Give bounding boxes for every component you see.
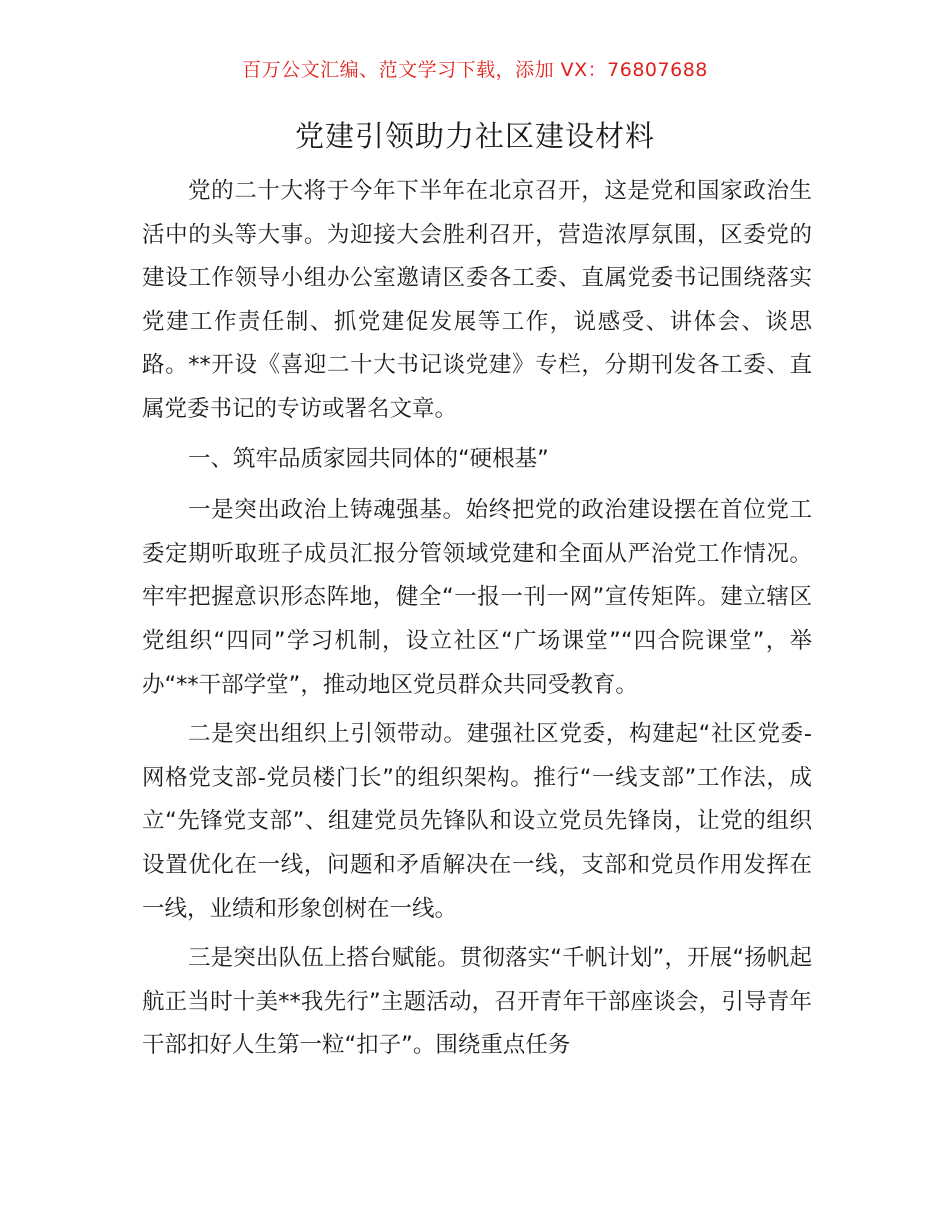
paragraph-team: 三是突出队伍上搭台赋能。贯彻落实“千帆计划”，开展“扬帆起航正当时十美**我先行”主题活动，召开青年干部座谈会，引导青年干部扣好人生第一粒“扣子”。围绕重点任务: [142, 945, 812, 1059]
paragraph-political: 一是突出政治上铸魂强基。始终把党的政治建设摆在首位党工委定期听取班子成员汇报分管领域党建和全面从严治党工作情况。牢牢把握意识形态阵地，健全“一报一刊一网”宣传矩阵。建立辖区党组织“四同”学习机制，设立社区“广场课堂”“四合院课堂”，举办“**干部学堂”，推动地区党员群众共同受教育。: [142, 497, 812, 698]
promo-banner: 百万公文汇编、范文学习下载，添加 VX：76807688: [242, 59, 708, 81]
section-heading: 一、筑牢品质家园共同体的“硬根基”: [188, 445, 549, 472]
intro-paragraph: 党的二十大将于今年下半年在北京召开，这是党和国家政治生活中的头等大事。为迎接大会胜利召开，营造浓厚氛围，区委党的建设工作领导小组办公室邀请区委各工委、直属党委书记围绕落实党建工作责任制、抓党建促发展等工作，说感受、讲体会、谈思路。**开设《喜迎二十大书记谈党建》专栏，分期刊发各工委、直属党委书记的专访或署名文章。: [142, 178, 812, 422]
paragraph-organization: 二是突出组织上引领带动。建强社区党委，构建起“社区党委-网格党支部-党员楼门长”的组织架构。推行“一线支部”工作法，成立“先锋党支部”、组建党员先锋队和设立党员先锋岗，让党的组织设置优化在一线，问题和矛盾解决在一线，支部和党员作用发挥在一线，业绩和形象创树在一线。: [142, 721, 812, 922]
document-body: [142, 170, 812, 1074]
document-title: 党建引领助力社区建设材料: [294, 119, 655, 153]
